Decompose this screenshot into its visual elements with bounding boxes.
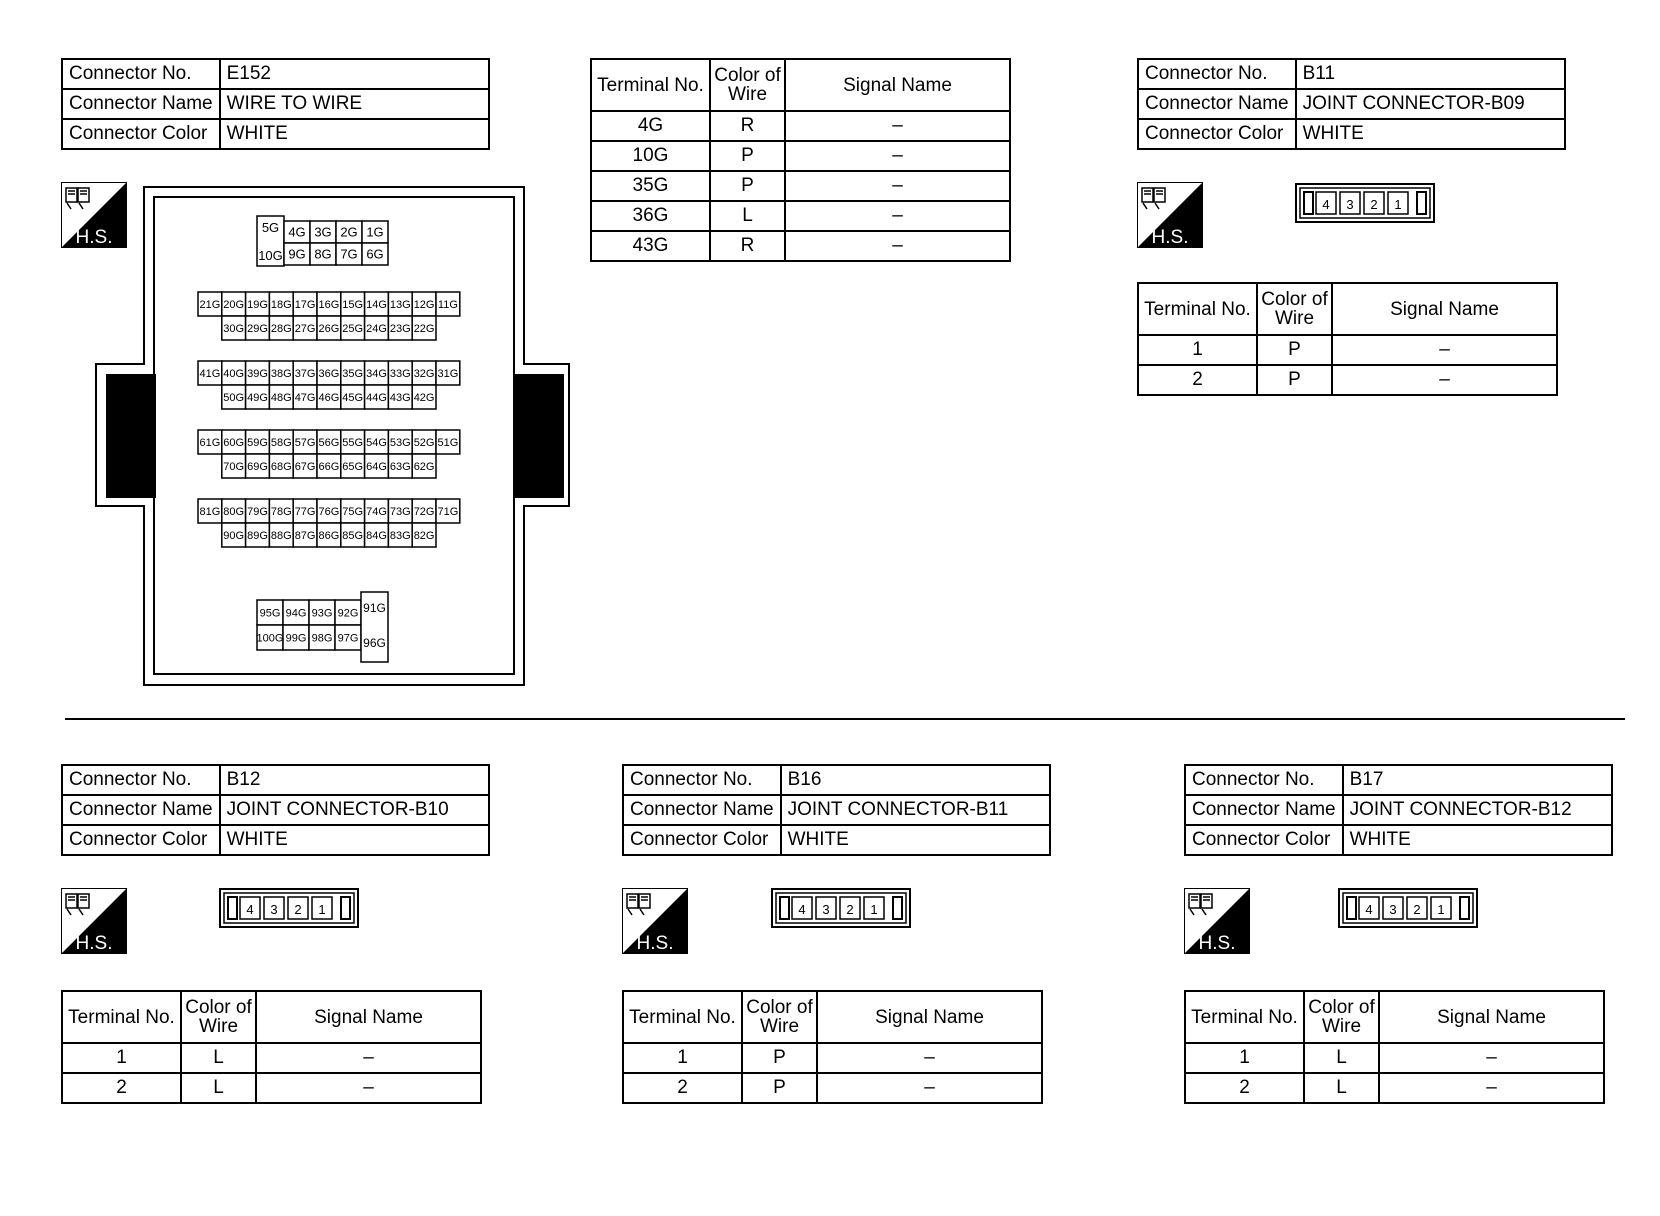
terminal-label: 29G [247,322,268,335]
terminal-label: 4G [288,224,306,240]
hs-label: H.S. [75,227,113,248]
color-of-label: Color of [185,997,252,1018]
connector-face-b12 [219,888,359,933]
pin-label: 1 [870,902,878,917]
terminal-label: 78G [270,505,292,518]
terminal-label: 25G [342,322,364,335]
signal-name: – [1332,365,1557,395]
connector-color-value: WHITE [220,825,489,855]
terminal-label: 62G [413,460,435,473]
terminal-label: 18G [270,298,292,311]
terminal-label: 26G [318,322,340,335]
pin-label: 4 [246,902,254,917]
table-row [591,201,1010,231]
terminal-label: 27G [294,322,316,335]
terminal-label: 65G [342,460,364,473]
signal-name: – [785,201,1010,231]
connector-color-value: WHITE [781,825,1050,855]
terminal-label: 23G [389,322,411,335]
terminal-label: 77G [294,505,316,518]
wire-label: Wire [198,1016,239,1037]
wire-color: P [1257,335,1332,365]
left-latch [106,374,156,498]
connector-color-value: WHITE [220,119,489,149]
harness-side-icon [622,888,688,954]
terminal-label: 88G [270,529,292,542]
terminal-label: 35G [342,367,364,380]
terminal-label: 96G [363,636,386,650]
connector-name-label: Connector Name [1138,89,1296,119]
connector-color-label: Connector Color [623,825,781,855]
wire-color: L [1304,1043,1379,1073]
terminal-label: 100G [256,632,284,645]
hs-label: H.S. [636,933,674,954]
pin-label: 1 [1437,902,1445,917]
terminal-label: 45G [342,391,364,404]
table-row [1138,365,1557,395]
terminal-label: 49G [247,391,268,404]
terminal-label: 94G [285,607,307,620]
connector-no-value: B16 [781,765,1050,795]
hs-label: H.S. [75,933,113,954]
terminal-no: 2 [623,1073,742,1103]
pin-label: 2 [294,902,302,917]
terminal-label: 41G [199,367,221,380]
table-row [591,231,1010,261]
terminal-no-header: Terminal No. [1138,283,1257,335]
terminal-no: 1 [623,1043,742,1073]
terminal-label: 81G [199,505,221,518]
table-row [62,1043,481,1073]
terminal-label: 13G [389,298,411,311]
terminal-label: 63G [389,460,411,473]
signal-name: – [817,1043,1042,1073]
terminal-label: 76G [318,505,340,518]
wire-color: L [181,1073,256,1103]
terminal-label: 10G [258,248,283,263]
terminal-no-header: Terminal No. [1185,991,1304,1043]
terminal-label: 55G [342,436,364,449]
signal-name: – [817,1073,1042,1103]
terminal-label: 44G [366,391,387,404]
terminal-label: 14G [366,298,387,311]
terminal-label: 19G [247,298,268,311]
connector-info-b12 [61,764,490,856]
terminal-label: 58G [270,436,292,449]
connector-no-label: Connector No. [62,765,220,795]
wire-color: L [710,201,785,231]
wire-color: R [710,111,785,141]
terminal-label: 91G [363,601,386,615]
wire-color: P [710,171,785,201]
connector-name-value: JOINT CONNECTOR-B09 [1296,89,1565,119]
terminal-label: 71G [437,505,459,518]
terminal-label: 68G [270,460,292,473]
signal-name: – [1379,1043,1604,1073]
right-latch [514,374,564,498]
terminal-label: 5G [261,220,280,235]
terminal-label: 34G [366,367,387,380]
terminal-label: 95G [259,607,281,620]
terminal-label: 57G [294,436,316,449]
terminal-label: 20G [223,298,245,311]
terminal-label: 32G [413,367,435,380]
terminal-label: 42G [413,391,435,404]
signal-name-header: Signal Name [785,59,1010,111]
terminal-table-b11 [1137,282,1558,396]
wire-label: Wire [1274,308,1315,329]
terminal-label: 56G [318,436,340,449]
harness-side-icon [61,888,127,954]
table-row [62,1073,481,1103]
terminal-label: 51G [437,436,459,449]
connector-color-label: Connector Color [62,825,220,855]
connector-name-label: Connector Name [62,795,220,825]
signal-name: – [785,171,1010,201]
connector-name-value: WIRE TO WIRE [220,89,489,119]
terminal-label: 48G [270,391,292,404]
terminal-label: 36G [318,367,340,380]
terminal-label: 82G [413,529,435,542]
terminal-label: 89G [247,529,268,542]
terminal-table-b16 [622,990,1043,1104]
terminal-label: 90G [223,529,245,542]
pin-label: 3 [1389,902,1397,917]
terminal-table-b12 [61,990,482,1104]
harness-side-icon [1184,888,1250,954]
signal-name-header: Signal Name [256,991,481,1043]
terminal-label: 74G [366,505,387,518]
color-of-label: Color of [714,65,781,86]
connector-color-value: WHITE [1296,119,1565,149]
wire-color-header [742,991,817,1043]
terminal-label: 72G [413,505,435,518]
pin-label: 4 [1365,902,1373,917]
pin-label: 2 [1413,902,1421,917]
connector-info-e152 [61,58,490,150]
wire-label: Wire [727,84,768,105]
connector-name-value: JOINT CONNECTOR-B12 [1343,795,1612,825]
pin-label: 1 [1394,197,1402,212]
table-row [1185,1043,1604,1073]
terminal-label: 97G [337,632,359,645]
connector-name-label: Connector Name [62,89,220,119]
terminal-no: 2 [1138,365,1257,395]
terminal-label: 31G [437,367,459,380]
signal-name-header: Signal Name [817,991,1042,1043]
connector-name-value: JOINT CONNECTOR-B10 [220,795,489,825]
table-row [623,1073,1042,1103]
terminal-label: 92G [337,607,359,620]
terminal-label: 93G [311,607,333,620]
pin-label: 1 [318,902,326,917]
terminal-label: 53G [389,436,411,449]
terminal-label: 84G [366,529,387,542]
pin-label: 4 [798,902,806,917]
terminal-label: 86G [318,529,340,542]
signal-name: – [256,1043,481,1073]
terminal-label: 85G [342,529,364,542]
terminal-label: 8G [314,246,332,262]
terminal-label: 38G [270,367,292,380]
terminal-no: 10G [591,141,710,171]
connector-face-b11 [1295,183,1435,228]
terminal-label: 87G [294,529,316,542]
color-of-label: Color of [1261,289,1328,310]
wire-color: P [742,1073,817,1103]
signal-name: – [1332,335,1557,365]
hs-label: H.S. [1151,227,1189,248]
table-row [623,1043,1042,1073]
signal-name-header: Signal Name [1332,283,1557,335]
terminal-label: 7G [340,246,358,262]
terminal-label: 24G [366,322,387,335]
pin-label: 3 [270,902,278,917]
signal-name: – [785,231,1010,261]
terminal-label: 17G [294,298,316,311]
signal-name: – [1379,1073,1604,1103]
terminal-no: 2 [62,1073,181,1103]
terminal-label: 37G [294,367,316,380]
terminal-label: 40G [223,367,245,380]
color-of-label: Color of [1308,997,1375,1018]
terminal-label: 30G [223,322,245,335]
connector-no-value: E152 [220,59,489,89]
connector-no-value: B17 [1343,765,1612,795]
wire-color: L [1304,1073,1379,1103]
signal-name: – [256,1073,481,1103]
terminal-label: 66G [318,460,340,473]
terminal-label: 98G [311,632,333,645]
wire-color-header [710,59,785,111]
terminal-label: 75G [342,505,364,518]
wire-color: L [181,1043,256,1073]
pin-label: 3 [1346,197,1354,212]
terminal-label: 9G [288,246,306,262]
pin-label: 2 [1370,197,1378,212]
terminal-label: 11G [437,298,458,311]
terminal-label: 33G [389,367,411,380]
table-row [1185,1073,1604,1103]
table-row [591,171,1010,201]
terminal-label: 52G [413,436,435,449]
wire-label: Wire [759,1016,800,1037]
harness-side-icon [1137,182,1203,248]
connector-no-label: Connector No. [623,765,781,795]
wire-color-header [1304,991,1379,1043]
terminal-no: 4G [591,111,710,141]
terminal-no-header: Terminal No. [591,59,710,111]
wire-label: Wire [1321,1016,1362,1037]
wire-color: P [710,141,785,171]
terminal-label: 64G [366,460,387,473]
terminal-label: 15G [342,298,364,311]
terminal-label: 79G [247,505,268,518]
wire-color-header [1257,283,1332,335]
terminal-label: 3G [314,224,332,240]
signal-name: – [785,111,1010,141]
connector-face-e152 [95,186,575,692]
terminal-label: 46G [318,391,340,404]
connector-color-label: Connector Color [1185,825,1343,855]
connector-color-value: WHITE [1343,825,1612,855]
wire-color: R [710,231,785,261]
connector-info-b17 [1184,764,1613,856]
terminal-label: 99G [285,632,307,645]
connector-name-label: Connector Name [1185,795,1343,825]
signal-name-header: Signal Name [1379,991,1604,1043]
wire-color: P [742,1043,817,1073]
section-divider [65,718,1625,720]
pin-label: 4 [1322,197,1330,212]
terminal-table-b17 [1184,990,1605,1104]
terminal-no: 1 [62,1043,181,1073]
terminal-no: 1 [1185,1043,1304,1073]
connector-info-b11 [1137,58,1566,150]
terminal-table-e152 [590,58,1011,262]
wire-color: P [1257,365,1332,395]
connector-name-value: JOINT CONNECTOR-B11 [781,795,1050,825]
terminal-label: 16G [318,298,340,311]
terminal-label: 39G [247,367,268,380]
terminal-no-header: Terminal No. [62,991,181,1043]
connector-face-b17 [1338,888,1478,933]
terminal-no: 36G [591,201,710,231]
terminal-label: 2G [340,224,358,240]
color-of-label: Color of [746,997,813,1018]
terminal-label: 67G [294,460,316,473]
terminal-label: 59G [247,436,268,449]
terminal-label: 70G [223,460,245,473]
terminal-label: 60G [223,436,245,449]
terminal-no-header: Terminal No. [623,991,742,1043]
table-row [1138,335,1557,365]
terminal-label: 22G [413,322,435,335]
terminal-label: 21G [199,298,221,311]
terminal-label: 83G [389,529,411,542]
connector-no-label: Connector No. [1138,59,1296,89]
hs-label: H.S. [1198,933,1236,954]
terminal-label: 12G [413,298,435,311]
signal-name: – [785,141,1010,171]
terminal-label: 50G [223,391,245,404]
terminal-label: 54G [366,436,387,449]
connector-color-label: Connector Color [62,119,220,149]
terminal-label: 61G [199,436,221,449]
terminal-no: 1 [1138,335,1257,365]
connector-face-b16 [771,888,911,933]
table-row [591,141,1010,171]
connector-name-label: Connector Name [623,795,781,825]
wire-color-header [181,991,256,1043]
terminal-label: 47G [294,391,316,404]
terminal-label: 80G [223,505,245,518]
terminal-no: 2 [1185,1073,1304,1103]
connector-info-b16 [622,764,1051,856]
pin-label: 2 [846,902,854,917]
terminal-label: 28G [270,322,292,335]
pin-label: 3 [822,902,830,917]
connector-no-label: Connector No. [62,59,220,89]
table-row [591,111,1010,141]
connector-no-value: B12 [220,765,489,795]
terminal-no: 35G [591,171,710,201]
terminal-label: 69G [247,460,268,473]
connector-color-label: Connector Color [1138,119,1296,149]
terminal-label: 1G [366,224,384,240]
terminal-label: 43G [389,391,411,404]
connector-no-value: B11 [1296,59,1565,89]
terminal-label: 6G [366,246,384,262]
terminal-label: 73G [389,505,411,518]
connector-no-label: Connector No. [1185,765,1343,795]
terminal-no: 43G [591,231,710,261]
